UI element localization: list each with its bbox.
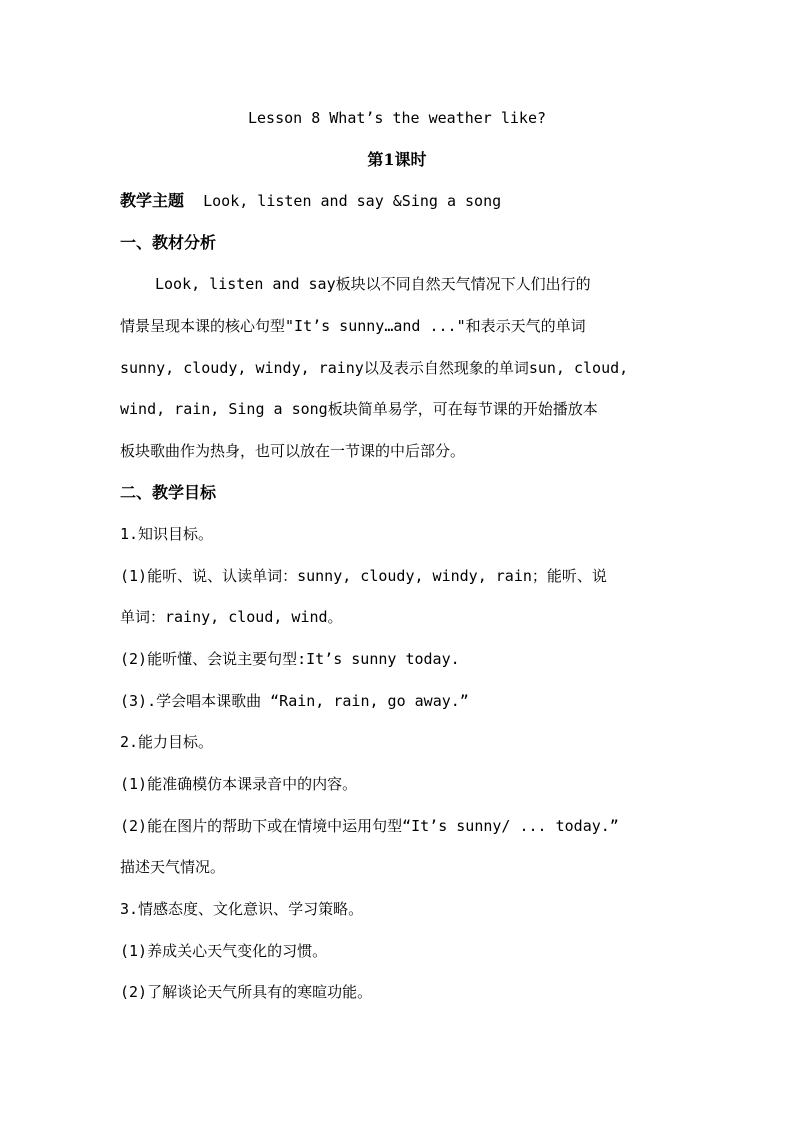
goal-line: (2)了解谈论天气所具有的寒暄功能。: [120, 983, 373, 1001]
lesson-subtitle: 第1课时: [367, 150, 427, 169]
section-heading-goals: 二、教学目标: [120, 483, 217, 502]
goal-line: (1)能准确模仿本课录音中的内容。: [120, 775, 358, 793]
theme-value: Look, listen and say &Sing a song: [203, 192, 502, 210]
goal-line: (1)能听、说、认读单词：sunny, cloudy, windy, rain；能听、说: [120, 567, 607, 585]
analysis-line: 情景呈现本课的核心句型"It’s sunny…and ..."和表示天气的单词: [120, 317, 586, 335]
goal-line: 2.能力目标。: [120, 733, 214, 751]
analysis-line: sunny, cloudy, windy, rainy以及表示自然现象的单词sun, cloud,: [120, 359, 629, 377]
analysis-line: Look, listen and say板块以不同自然天气情况下人们出行的: [155, 275, 591, 293]
analysis-line: 板块歌曲作为热身，也可以放在一节课的中后部分。: [120, 442, 466, 460]
goal-line: (3).学会唱本课歌曲 “Rain, rain, go away.”: [120, 692, 469, 710]
goal-line: 描述天气情况。: [120, 858, 226, 876]
goal-line: 单词：rainy, cloud, wind。: [120, 608, 343, 626]
section-heading-analysis: 一、教材分析: [120, 233, 217, 252]
analysis-line: wind, rain, Sing a song板块简单易学，可在每节课的开始播放本: [120, 400, 598, 418]
theme-label: 教学主题: [120, 191, 185, 210]
goal-line: (1)养成关心天气变化的习惯。: [120, 942, 328, 960]
goal-line: (2)能在图片的帮助下或在情境中运用句型“It’s sunny/ ... today.”: [120, 817, 619, 835]
goal-line: 3.情感态度、文化意识、学习策略。: [120, 900, 364, 918]
teaching-theme: [120, 189, 690, 213]
lesson-title: Lesson 8 What’s the weather like?: [247, 109, 546, 127]
goal-line: 1.知识目标。: [120, 525, 214, 543]
goal-line: (2)能听懂、会说主要句型:It’s sunny today.: [120, 650, 460, 668]
